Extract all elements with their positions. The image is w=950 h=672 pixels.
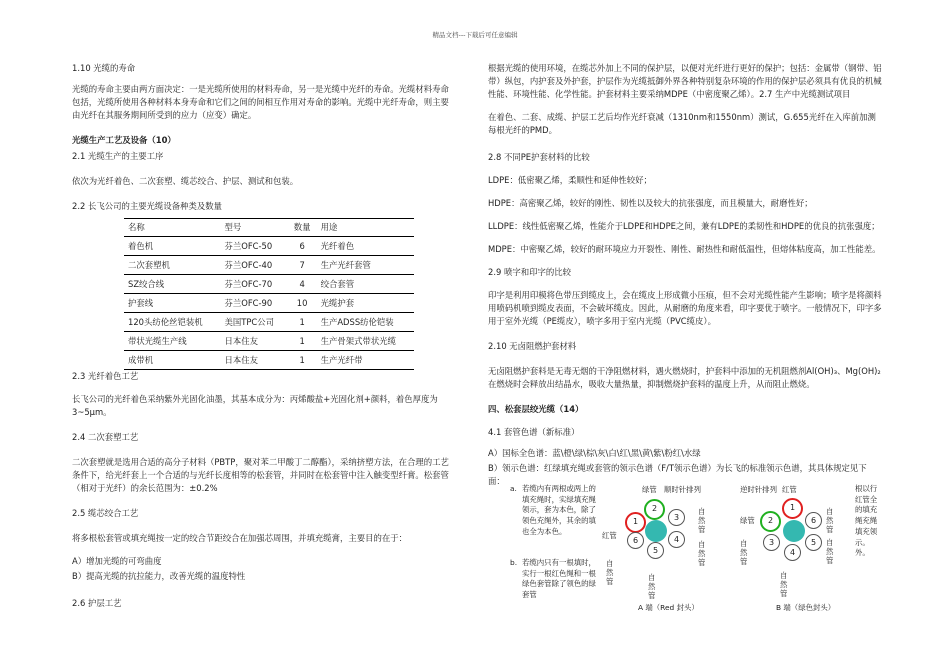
section-2-10-body: 无卤阻燃护套料是无毒无烟的干净阻燃材料，遇火燃烧时，护套料中添加的无机阻燃剂Al(OH)₃、Mg(OH)₂在燃烧时会释放出结晶水，吸收大量热量，抑制燃烧护套料的温度上升，从而阻止燃烧。 [488,366,881,390]
diagram-b-direction-label: 逆时针排列 [740,485,777,494]
sheath-intro: 根据光缆的使用环境，在缆芯外加上不同的保护层，以便对光纤进行更好的保护；包括：金属带（钢带、铝带）纵包，内护套及外护套，护层作为光缆抵御外界各种特别复杂环境的作用的保护层必须具有优良的机械性能、环境性能、化学性能。护套材料主要采纳MDPE（中密度聚乙烯）。2.7 生产中光缆测试项目 [488,63,882,100]
section-2-8-title: 2.8 不同PE护套材料的比较 [488,152,590,163]
table-row [124,294,414,313]
table-row [124,351,414,370]
section-2-4-title: 2.4 二次套塑工艺 [72,432,139,443]
cell-name: 成带机 [124,351,221,370]
cell-qty: 1 [288,313,317,332]
cell-use: 生产光纤套管 [317,256,414,275]
cell-use: 光缆护套 [317,294,414,313]
chapter-3-title: 光缆生产工艺及设备（10） [72,135,176,146]
tube-4: 4 [668,531,685,548]
cell-name: SZ绞合线 [124,275,221,294]
diagram-b-green-label: 绿管 [740,516,755,525]
cell-use: 生产骨架式带状光缆 [317,332,414,351]
diagram-a-natural-1: 自然管 [698,507,706,534]
cell-name: 带状光缆生产线 [124,332,221,351]
section-1-10-body: 光缆的寿命主要由两方面决定：一是光缆所使用的材料寿命，另一是光缆中光纤的寿命。光缆材料寿命包括，光缆所使用各种材料本身寿命和它们之间的间相互作用对寿命的影响。光缆中光纤寿命，则主要由光纤在其服务期间所受到的应力（应变）确定。 [72,84,449,121]
section-2-5-body: 将多根松套管或填充绳按一定的绞合节距绞合在加强芯周围，并填充缆膏，主要目的在于： [72,533,407,544]
cell-model: 芬兰OFC-90 [221,294,288,313]
section-2-3-body: 长飞公司的光纤着色采纳紫外光固化油墨，其基本成分为：丙烯酸盐+光固化剂+颜料，着色厚度为3~5μm。 [72,394,438,418]
section-2-2-title: 2.2 长飞公司的主要光缆设备种类及数量 [72,201,222,212]
mdpe-text: MDPE：中密聚乙烯，较好的耐环境应力开裂性、刚性、耐热性和耐低温性，但熔体粘度高，加工性能差。 [488,244,881,255]
diagram-a-caption: A 端（Red 封头） [638,603,699,612]
cell-name: 二次套塑机 [124,256,221,275]
tube-5: 5 [647,542,664,559]
cell-qty: 6 [288,237,317,256]
table-row [124,256,414,275]
item-a-marker: a. [510,484,517,493]
tube-2-green: 2 [760,511,781,532]
table-header-qty: 数量 [288,219,317,237]
section-2-5-title: 2.5 缆芯绞合工艺 [72,508,139,519]
diagram-b-red-label: 红管 [782,485,797,494]
cell-model: 日本住友 [221,351,288,370]
diagram-b-natural-4: 自然管 [780,571,788,598]
section-2-9-title: 2.9 喷字和印字的比较 [488,267,571,278]
lldpe-text: LLDPE：线性低密聚乙烯，性能介于LDPE和HDPE之间，兼有LDPE的柔韧性和HDPE的优良的抗张强度； [488,221,880,232]
section-2-10-title: 2.10 无卤阻燃护套材料 [488,341,577,352]
diagram-b-end [738,484,853,654]
left-column [72,62,457,620]
tube-6: 6 [627,532,644,549]
section-2-1-title: 2.1 光缆生产的主要工序 [72,151,164,162]
cell-qty: 1 [288,351,317,370]
item-b-text: 若缆内只有一根填时，实行一根红色绳和一根绿色套管除了领色的绿套管 [522,558,596,600]
strength-core [783,520,805,542]
section-2-6-title: 2.6 护层工艺 [72,598,122,609]
table-row [124,237,414,256]
item-a-text: 若缆内有两根或两上的填充绳时，实绿填充绳领示，套为本色，除了领色充绳外，其余的填也全为本色。 [522,484,596,536]
strength-core [645,520,667,542]
tube-3: 3 [668,509,685,526]
table-header-row [124,219,414,237]
cell-use: 生产ADSS纺伦铠装 [317,313,414,332]
cell-name: 护套线 [124,294,221,313]
cell-model: 芬兰OFC-40 [221,256,288,275]
section-2-1-body: 依次为光纤着色、二次套塑、缆芯绞合、护层、测试和包装。 [72,176,299,187]
page-header: 精品文档---下载后可任意编辑 [432,31,518,39]
right-column [488,62,883,490]
chapter-4-title: 四、松套层绞光缆（14） [488,404,584,415]
diagram-a-natural-2: 自然管 [698,540,706,567]
diagram-a-direction-label: 顺时针排列 [664,485,701,494]
diagram-a-natural-3: 自然管 [606,559,614,586]
tube-1-red: 1 [782,498,803,519]
right-note: 根以行红管全的填充绳充绳填充领示。外。 [855,484,878,558]
cell-qty: 7 [288,256,317,275]
tube-6: 6 [805,512,822,529]
hdpe-text: HDPE：高密聚乙烯，较好的刚性、韧性以及较大的抗张强度，而且模量大，耐磨性好； [488,198,813,209]
cell-name: 着色机 [124,237,221,256]
test-items-body: 在着色、二套、成缆、护层工艺后均作光纤衰减（1310nm和1550nm）测试，G.655光纤在入库前加测每根光纤的PMD。 [488,112,876,136]
tube-4: 4 [784,544,801,561]
cell-model: 日本住友 [221,332,288,351]
diagram-a-green-label: 绿管 [642,485,657,494]
cell-model: 芬兰OFC-50 [221,237,288,256]
section-2-5-item-a: A）增加光缆的可弯曲度 [72,556,162,567]
color-spectrum-b: B）领示色谱：红绿填充绳或套管的领示色谱（F/T领示色谱）为长飞的标准领示色谱，其具体规定见下面： [488,463,867,487]
cell-model: 美国TPC公司 [221,313,288,332]
table-header-use: 用途 [317,219,414,237]
diagram-b-natural-1: 自然管 [826,507,834,534]
section-2-9-body: 印字是利用印模将色带压到缆皮上，会在缆皮上形成微小压痕，但不会对光缆性能产生影响；喷字是将颜料用喷码机喷到缆皮表面，不会破坏缆皮。因此，从耐磨的角度来看，印字要优于喷字。一般情况下，印字多用于室外光缆（PE缆皮），喷字多用于室内光缆（PVC缆皮）。 [488,290,882,327]
cell-use: 光纤着色 [317,237,414,256]
table-row [124,275,414,294]
table-row [124,332,414,351]
cell-qty: 10 [288,294,317,313]
cell-qty: 4 [288,275,317,294]
section-2-5-item-b: B）提高光缆的抗拉能力，改善光缆的温度特性 [72,571,246,582]
equipment-table [124,218,414,370]
diagram-b-caption: B 端（绿色封头） [776,603,836,612]
color-spectrum-a: A）国标全色谱：蓝\橙\绿\棕\灰\白\红\黑\黄\紫\粉红\水绿 [488,448,701,459]
cell-model: 芬兰OFC-70 [221,275,288,294]
diagram-a-natural-4: 自然管 [648,573,656,600]
cell-name: 120头纺伦丝铠装机 [124,313,221,332]
diagram-b-natural-2: 自然管 [826,538,834,565]
tube-3: 3 [763,534,780,551]
tube-1-red: 1 [625,512,646,533]
diagram-b-natural-3: 自然管 [740,539,748,566]
cell-qty: 1 [288,332,317,351]
item-b-marker: b. [510,558,518,567]
diagram-a-red-label: 红管 [602,531,617,540]
section-4-1-title: 4.1 套管色谱（新标准） [488,427,580,438]
section-1-10-title: 1.10 光缆的寿命 [72,63,136,73]
table-row [124,313,414,332]
diagram-a-end [600,484,735,654]
cell-use: 生产光纤带 [317,351,414,370]
tube-5: 5 [805,534,822,551]
table-header-name: 名称 [124,219,221,237]
tube-2-green: 2 [644,499,665,520]
section-2-4-body: 二次套塑就是选用合适的高分子材料（PBTP，聚对苯二甲酸丁二醇酯），采纳挤塑方法，在合理的工艺条件下，给光纤套上一个合适的与光纤长度相等的松套管，并同时在松套管中注入触变型纤膏。松套管（相对于光纤）的余长范围为：±0.2% [72,457,449,494]
ldpe-text: LDPE：低密聚乙烯，柔顺性和延伸性较好； [488,175,652,186]
table-header-model: 型号 [221,219,288,237]
section-2-3-title: 2.3 光纤着色工艺 [72,371,139,382]
cell-use: 绞合套管 [317,275,414,294]
